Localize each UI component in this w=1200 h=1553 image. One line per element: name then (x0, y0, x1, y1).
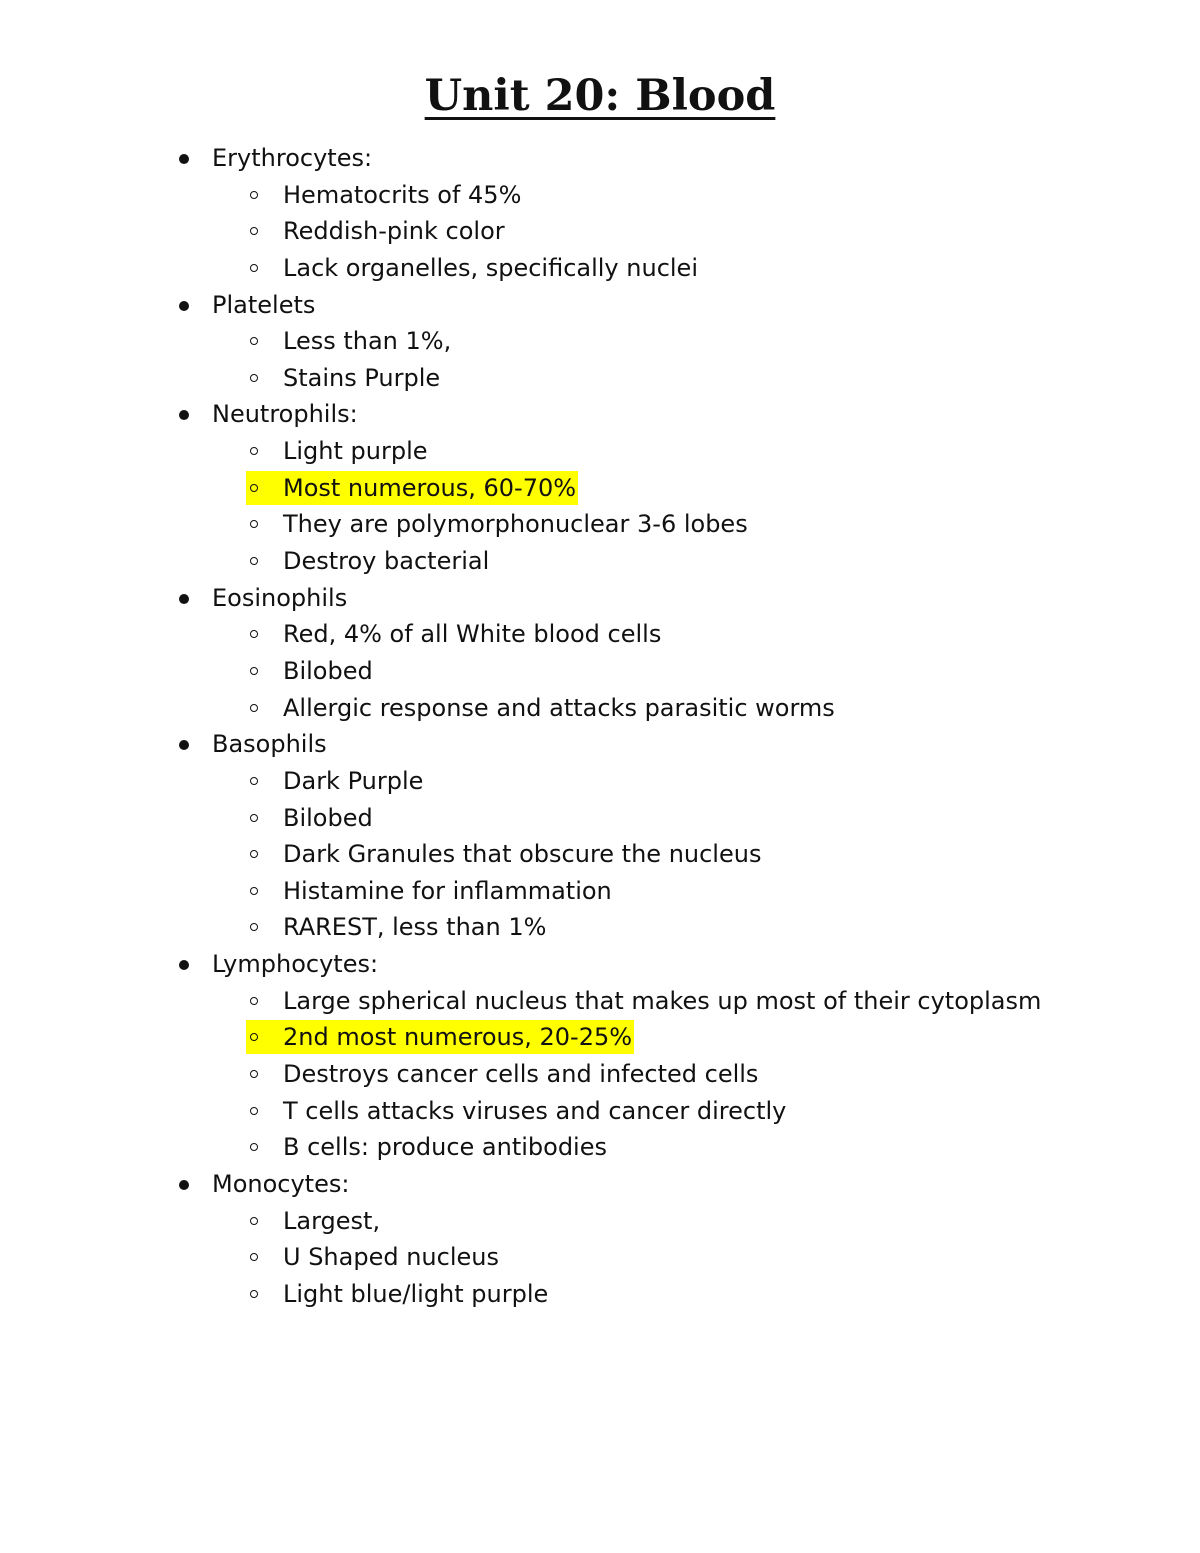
section-heading-row (0, 726, 1200, 763)
sub-list (0, 433, 1200, 580)
section-heading: Lymphocytes: (212, 950, 379, 979)
section-heading-row (0, 396, 1200, 433)
section-heading-row (0, 946, 1200, 983)
list-item-text: Less than 1%, (283, 327, 452, 356)
list-item (0, 763, 1200, 800)
sub-list (0, 1203, 1200, 1313)
list-item (0, 506, 1200, 543)
hollow-bullet-icon (250, 227, 258, 235)
outline-section (0, 396, 1200, 579)
list-item (0, 653, 1200, 690)
list-item (0, 1276, 1200, 1313)
sub-list (0, 983, 1200, 1166)
outline-section (0, 726, 1200, 946)
list-item-text: T cells attacks viruses and cancer directly (283, 1096, 787, 1125)
section-heading: Neutrophils: (212, 400, 358, 429)
list-item-text: Histamine for inflammation (283, 876, 612, 905)
filled-bullet-icon (179, 960, 189, 970)
hollow-bullet-icon (250, 337, 258, 345)
list-item-text: Bilobed (283, 656, 373, 685)
hollow-bullet-icon (250, 1143, 258, 1151)
list-item (0, 213, 1200, 250)
hollow-bullet-icon (250, 777, 258, 785)
hollow-bullet-icon (250, 484, 258, 492)
list-item-text: B cells: produce antibodies (283, 1133, 607, 1162)
filled-bullet-icon (179, 740, 189, 750)
list-item-text: RAREST, less than 1% (283, 913, 547, 942)
hollow-bullet-icon (250, 630, 258, 638)
list-item (0, 800, 1200, 837)
list-item (0, 1203, 1200, 1240)
hollow-bullet-icon (250, 264, 258, 272)
hollow-bullet-icon (250, 667, 258, 675)
section-heading-row (0, 140, 1200, 177)
section-heading: Basophils (212, 730, 327, 759)
hollow-bullet-icon (250, 1107, 258, 1115)
outline-section (0, 1166, 1200, 1313)
hollow-bullet-icon (250, 923, 258, 931)
list-item-text: Destroy bacterial (283, 547, 490, 576)
hollow-bullet-icon (250, 520, 258, 528)
hollow-bullet-icon (250, 887, 258, 895)
outline-section (0, 287, 1200, 397)
list-item-text: Red, 4% of all White blood cells (283, 620, 662, 649)
outline-section (0, 140, 1200, 287)
hollow-bullet-icon (250, 1217, 258, 1225)
hollow-bullet-icon (250, 704, 258, 712)
list-item-text: Reddish-pink color (283, 217, 505, 246)
filled-bullet-icon (179, 410, 189, 420)
section-heading: Monocytes: (212, 1169, 350, 1198)
list-item (0, 1129, 1200, 1166)
section-heading-row (0, 580, 1200, 617)
filled-bullet-icon (179, 594, 189, 604)
section-heading: Eosinophils (212, 583, 348, 612)
page-title (0, 68, 1200, 124)
list-item (0, 1056, 1200, 1093)
hollow-bullet-icon (250, 1253, 258, 1261)
hollow-bullet-icon (250, 850, 258, 858)
list-item (0, 433, 1200, 470)
list-item (0, 616, 1200, 653)
list-item (0, 360, 1200, 397)
list-item-text: They are polymorphonuclear 3-6 lobes (283, 510, 748, 539)
hollow-bullet-icon (250, 557, 258, 565)
list-item (0, 543, 1200, 580)
filled-bullet-icon (179, 1180, 189, 1190)
list-item (0, 690, 1200, 727)
list-item-text: Light blue/light purple (283, 1279, 549, 1308)
section-heading: Erythrocytes: (212, 144, 373, 172)
list-item-text: U Shaped nucleus (283, 1243, 499, 1272)
list-item (0, 323, 1200, 360)
list-item (0, 177, 1200, 214)
list-item (0, 1019, 1200, 1056)
list-item-text: Most numerous, 60-70% (283, 473, 577, 502)
list-item (0, 1093, 1200, 1130)
list-item (0, 873, 1200, 910)
hollow-bullet-icon (250, 191, 258, 199)
outline-section (0, 580, 1200, 727)
list-item-text: Largest, (283, 1206, 381, 1235)
list-item-text: Lack organelles, specifically nuclei (283, 253, 698, 282)
list-item-text: Stains Purple (283, 363, 441, 392)
hollow-bullet-icon (250, 1290, 258, 1298)
section-heading-row (0, 287, 1200, 324)
list-item (0, 250, 1200, 287)
hollow-bullet-icon (250, 997, 258, 1005)
list-item (0, 983, 1200, 1020)
sub-list (0, 323, 1200, 396)
sub-list (0, 616, 1200, 726)
sub-list (0, 763, 1200, 946)
section-heading-row (0, 1166, 1200, 1203)
list-item (0, 836, 1200, 873)
list-item-text: Hematocrits of 45% (283, 180, 522, 209)
filled-bullet-icon (179, 301, 189, 311)
list-item (0, 909, 1200, 946)
list-item-text: Bilobed (283, 803, 373, 832)
sub-list (0, 177, 1200, 287)
hollow-bullet-icon (250, 374, 258, 382)
page-title-text: Unit 20: Blood (424, 71, 776, 121)
filled-bullet-icon (179, 154, 189, 164)
list-item-text: 2nd most numerous, 20-25% (283, 1023, 633, 1052)
list-item-text: Dark Purple (283, 766, 424, 795)
list-item-text: Light purple (283, 437, 428, 466)
hollow-bullet-icon (250, 447, 258, 455)
list-item (0, 470, 1200, 507)
outline-section (0, 946, 1200, 1166)
list-item (0, 1239, 1200, 1276)
hollow-bullet-icon (250, 1070, 258, 1078)
list-item-text: Destroys cancer cells and infected cells (283, 1060, 759, 1089)
bullet-outline (0, 140, 1200, 1313)
section-heading: Platelets (212, 290, 316, 319)
hollow-bullet-icon (250, 814, 258, 822)
list-item-text: Large spherical nucleus that makes up most of their cytoplasm (283, 986, 1042, 1015)
list-item-text: Dark Granules that obscure the nucleus (283, 840, 762, 869)
list-item-text: Allergic response and attacks parasitic worms (283, 693, 835, 722)
